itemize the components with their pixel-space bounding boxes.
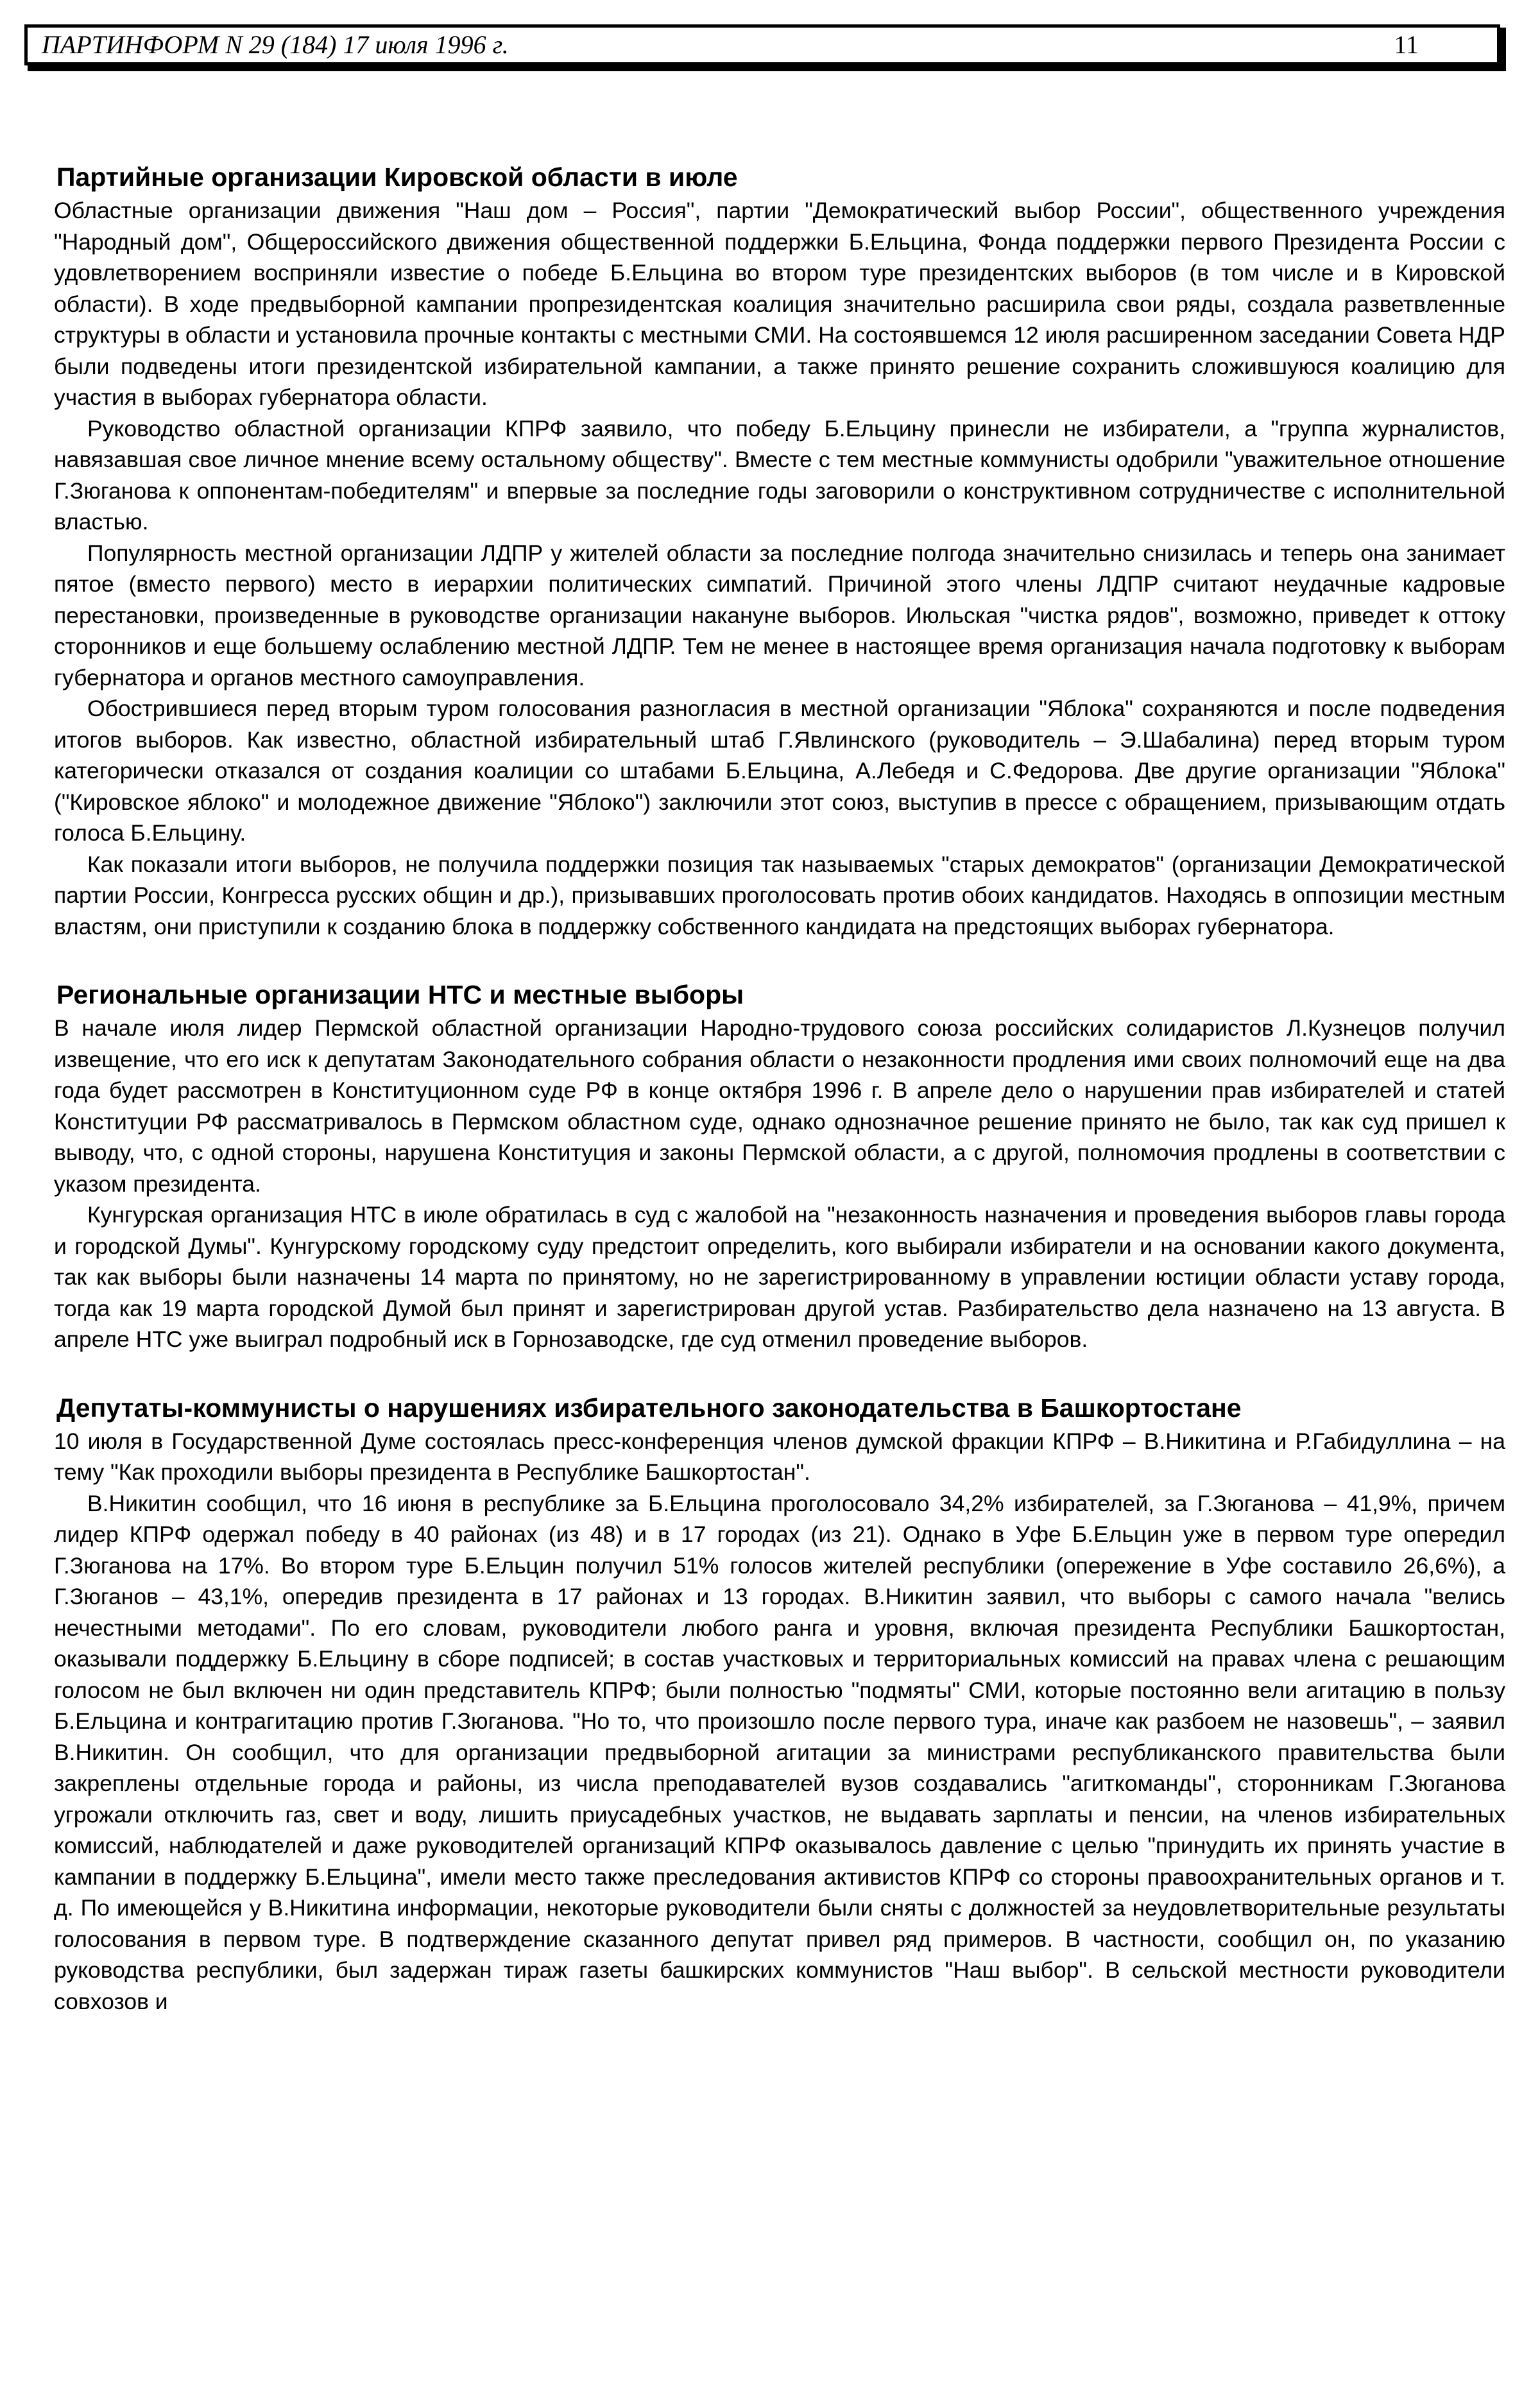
page-number: 11: [1394, 30, 1419, 59]
article-kirov: [54, 160, 1505, 942]
header-shadow-rule: [28, 65, 1506, 71]
article-paragraph: 10 июля в Государственной Думе состоялась пресс-конференция членов думской фракции КПРФ – В.Никитина и Р.Габидуллина – на тему "Как проходили выборы президента в Республике Башкортостан".: [54, 1428, 1505, 1485]
page-header: [24, 24, 1500, 65]
article-title: Региональные организации НТС и местные выборы: [56, 980, 744, 1009]
article-paragraph: Популярность местной организации ЛДПР у жителей области за последние полгода значительно снизилась и теперь она занимает пятое (вместо первого) место в иерархии политических симпатий. Причиной этого члены ЛДПР считают неудачные кадровые перестановки, произведенные в руководстве организации накануне выборов. Июльская "чистка рядов", возможно, приведет к оттоку сторонников и еще большему ослаблению местной ЛДПР. Тем не менее в настоящее время организация начала подготовку к выборам губернатора и органов местного самоуправления.: [54, 540, 1505, 690]
article-bashkortostan: [54, 1391, 1505, 2018]
article-paragraph: Руководство областной организации КПРФ заявило, что победу Б.Ельцину принесли не избиратели, а "группа журналистов, навязавшая свое личное мнение всему остальному обществу". Вместе с тем местные коммунисты одобрили "уважительное отношение Г.Зюганова к оппонентам-победителям" и впервые за последние годы заговорили о конструктивном сотрудничестве с исполнительной властью.: [54, 415, 1505, 535]
page-content: [54, 160, 1505, 2017]
publication-title: ПАРТИНФОРМ N 29 (184) 17 июля 1996 г.: [42, 30, 509, 59]
article-title: Депутаты-коммунисты о нарушениях избирательного законодательства в Башкортостане: [56, 1392, 1242, 1423]
article-paragraph: Как показали итоги выборов, не получила поддержки позиция так называемых "старых демократов" (организации Демократической партии России, Конгресса русских общин и др.), призывавших проголосовать против обоих кандидатов. Находясь в оппозиции местным властям, они приступили к созданию блока в поддержку собственного кандидата на предстоящих выборах губернатора.: [54, 851, 1505, 939]
article-title: Партийные организации Кировской области в июле: [56, 162, 738, 192]
header-shadow-side: [1500, 28, 1506, 71]
article-paragraph: В начале июля лидер Пермской областной организации Народно-трудового союза российских солидаристов Л.Кузнецов получил извещение, что его иск к депутатам Законодательного собрания области о незаконности продления ими своих полномочий еще на два года будет рассмотрен в Конституционном суде РФ в конце октября 1996 г. В апреле дело о нарушении прав избирателей и статей Конституции РФ рассматривалось в Пермском областном суде, однако однозначное решение принято не было, так как суд пришел к выводу, что, с одной стороны, нарушена Конституция и законы Пермской области, а с другой, полномочия продлены в соответствии с указом президента.: [54, 1015, 1505, 1197]
article-nts: [54, 978, 1505, 1355]
article-paragraph: Кунгурская организация НТС в июле обратилась в суд с жалобой на "незаконность назначения и проведения выборов главы города и городской Думы". Кунгурскому городскому суду предстоит определить, кого выбирали избиратели и на основании какого документа, так как выборы были назначены 14 марта по принятому, но не зарегистрированному в управлении юстиции области уставу города, тогда как 19 марта городской Думой был принят и зарегистрирован другой устав. Разбирательство дела назначено на 13 августа. В апреле НТС уже выиграл подробный иск в Горнозаводске, где суд отменил проведение выборов.: [54, 1202, 1505, 1352]
article-paragraph: Обострившиеся перед вторым туром голосования разногласия в местной организации "Яблока" сохраняются и после подведения итогов выборов. Как известно, областной избирательный штаб Г.Явлинского (руководитель – Э.Шабалина) перед вторым туром категорически отказался от создания коалиции со штабами Б.Ельцина, А.Лебедя и С.Федорова. Две другие организации "Яблока" ("Кировское яблоко" и молодежное движение "Яблоко") заключили этот союз, выступив в прессе с обращением, призывающим отдать голоса Б.Ельцину.: [54, 696, 1505, 846]
article-paragraph: Областные организации движения "Наш дом – Россия", партии "Демократический выбор России", общественного учреждения "Народный дом", Общероссийского движения общественной поддержки Б.Ельцина, Фонда поддержки первого Президента России с удовлетворением восприняли известие о победе Б.Ельцина во втором туре президентских выборов (в том числе и в Кировской области). В ходе предвыборной кампании пропрезидентская коалиция значительно расширила свои ряды, создала разветвленные структуры в области и установила прочные контакты с местными СМИ. На состоявшемся 12 июля расширенном заседании Совета НДР были подведены итоги президентской избирательной кампании, а также принято решение сохранить сложившуюся коалицию для участия в выборах губернатора области.: [54, 198, 1505, 410]
article-paragraph: В.Никитин сообщил, что 16 июня в республике за Б.Ельцина проголосовало 34,2% избирателей, за Г.Зюганова – 41,9%, причем лидер КПРФ одержал победу в 40 районах (из 48) и в 17 городах (из 21). Однако в Уфе Б.Ельцин уже в первом туре опередил Г.Зюганова на 17%. Во втором туре Б.Ельцин получил 51% голосов жителей республики (опережение в Уфе составило 26,6%), а Г.Зюганов – 43,1%, опередив президента в 17 районах и 13 городах. В.Никитин заявил, что выборы с самого начала "велись нечестными методами". По его словам, руководители любого ранга и уровня, включая президента Республики Башкортостан, оказывали поддержку Б.Ельцину в сборе подписей; в состав участковых и территориальных комиссий на правах члена с решающим голосом не был включен ни один представитель КПРФ; были полностью "подмяты" СМИ, которые постоянно вели агитацию в пользу Б.Ельцина и контрагитацию против Г.Зюганова. "Но то, что произошло после первого тура, иначе как разбоем не назовешь", – заявил В.Никитин. Он сообщил, что для организации предвыборной агитации за министрами республиканского правительства были закреплены отдельные города и районы, из числа преподавателей вузов создавались "агиткоманды", сторонникам Г.Зюганова угрожали отключить газ, свет и воду, лишить приусадебных участков, не выдавать зарплаты и пенсии, на членов избирательных комиссий, наблюдателей и даже руководителей организаций КПРФ оказывалось давление с целью "принудить их принять участие в кампании в поддержку Б.Ельцина", имели место также преследования активистов КПРФ со стороны правоохранительных органов и т. д. По имеющейся у В.Никитина информации, некоторые руководители были сняты с должностей за неудовлетворительные результаты голосования в первом туре. В подтверждение сказанного депутат привел ряд примеров. В частности, сообщил он, по указанию руководства республики, был задержан тираж газеты башкирских коммунистов "Наш выбор". В сельской местности руководители совхозов и: [54, 1490, 1505, 2014]
